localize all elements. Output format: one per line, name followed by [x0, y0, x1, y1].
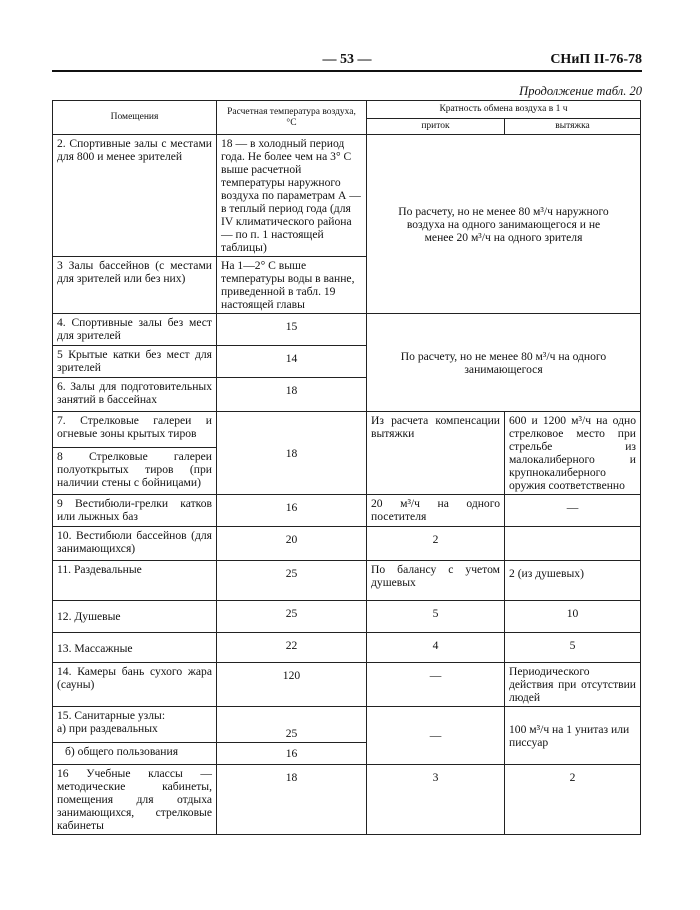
ventilation-table [52, 100, 641, 835]
room-name: 16 Учебные классы — методические кабинеты, помещения для отдыха занимающихся, стрелковые кабинеты [53, 765, 217, 835]
temp-value: 18 — в холодный период года. Не более чем на 3° С выше расчетной температуры наружного воздуха по параметрам А — в теплый период года (для IV климатического района — по п. 1 настоящей таблицы) [217, 135, 367, 257]
col-exhaust: вытяжка [505, 119, 641, 135]
room-name-main: 15. Санитарные узлы: [57, 709, 166, 722]
temp-value: 16 [217, 495, 367, 527]
room-name: 3 Залы бассейнов (с местами для зрителей или без них) [53, 257, 217, 314]
document-code: СНиП II-76-78 [550, 52, 642, 67]
header-rule [52, 70, 642, 72]
temp-value: На 1—2° С выше температуры воды в ванне, приведенной в табл. 19 настоящей главы [217, 257, 367, 314]
room-name: 2. Спортивные залы с местами для 800 и менее зрителей [53, 135, 217, 257]
temp-value: 25 [217, 707, 367, 743]
table-row [53, 601, 641, 633]
room-name: 13. Массажные [53, 633, 217, 663]
table-row [53, 314, 641, 346]
exhaust-value: 5 [505, 633, 641, 663]
temp-value: 120 [217, 663, 367, 707]
supply-value: 5 [367, 601, 505, 633]
supply-value: По балансу с учетом душевых [367, 561, 505, 601]
page-header [52, 52, 642, 72]
exhaust-value: 100 м³/ч на 1 унитаз или писсуар [505, 707, 641, 765]
room-name-sub: а) при раздевальных [57, 722, 158, 735]
temp-value: 14 [217, 346, 367, 378]
supply-value: — [367, 663, 505, 707]
table-row [53, 765, 641, 835]
room-name: 10. Вестибюли бассейнов (для занимающихся) [53, 527, 217, 561]
table-row [53, 707, 641, 743]
table-row [53, 135, 641, 257]
exhaust-value: Периодического действия при отсутствии людей [505, 663, 641, 707]
exhaust-value: 2 [505, 765, 641, 835]
room-name: 4. Спортивные залы без мест для зрителей [53, 314, 217, 346]
room-name [53, 707, 217, 743]
exhaust-value: 10 [505, 601, 641, 633]
room-name: 9 Вестибюли-грелки катков или лыжных баз [53, 495, 217, 527]
col-supply: приток [367, 119, 505, 135]
room-name: 7. Стрелковые галереи и огневые зоны крытых тиров [53, 412, 217, 448]
table-continuation: Продолжение табл. 20 [519, 84, 642, 98]
exhaust-value: — [505, 495, 641, 527]
supply-value: 3 [367, 765, 505, 835]
rate-value: По расчету, но не менее 80 м³/ч наружного воздуха на одного занимающегося и не менее 20 м³/ч на одного зрителя [367, 135, 641, 314]
table-row [53, 663, 641, 707]
temp-value: 20 [217, 527, 367, 561]
col-room: Помещения [53, 101, 217, 135]
room-name: 8 Стрелковые галереи полуоткрытых тиров (при наличии стены с бойницами) [53, 448, 217, 495]
temp-value: 22 [217, 633, 367, 663]
temp-value: 18 [217, 378, 367, 412]
supply-value: — [367, 707, 505, 765]
supply-value: 2 [367, 527, 505, 561]
table-row [53, 495, 641, 527]
room-name-sub: б) общего пользования [53, 743, 217, 765]
table-row [53, 412, 641, 448]
room-name: 5 Крытые катки без мест для зрителей [53, 346, 217, 378]
supply-value: Из расчета компенсации вытяжки [367, 412, 505, 495]
exhaust-value: 600 и 1200 м³/ч на одно стрелковое место при стрельбе из малокалиберного и крупнокалиберного оружия соответственно [505, 412, 641, 495]
page-number: — 53 — [322, 52, 372, 67]
temp-value: 25 [217, 561, 367, 601]
room-name: 14. Камеры бань сухого жара (сауны) [53, 663, 217, 707]
table-row [53, 561, 641, 601]
supply-value: 20 м³/ч на одного посетителя [367, 495, 505, 527]
col-rate: Кратность обмена воздуха в 1 ч [367, 101, 641, 119]
temp-value: 15 [217, 314, 367, 346]
exhaust-value: 2 (из душевых) [505, 561, 641, 601]
temp-value: 18 [217, 765, 367, 835]
temp-value: 16 [217, 743, 367, 765]
supply-value: 4 [367, 633, 505, 663]
col-temp: Расчетная температура воздуха, °С [217, 101, 367, 135]
exhaust-value [505, 527, 641, 561]
room-name: 11. Раздевальные [53, 561, 217, 601]
temp-value: 18 [217, 412, 367, 495]
room-name: 12. Душевые [53, 601, 217, 633]
room-name: 6. Залы для подготовительных занятий в бассейнах [53, 378, 217, 412]
temp-value: 25 [217, 601, 367, 633]
rate-value: По расчету, но не менее 80 м³/ч на одного занимающегося [367, 314, 641, 412]
table-row [53, 633, 641, 663]
table-row [53, 527, 641, 561]
